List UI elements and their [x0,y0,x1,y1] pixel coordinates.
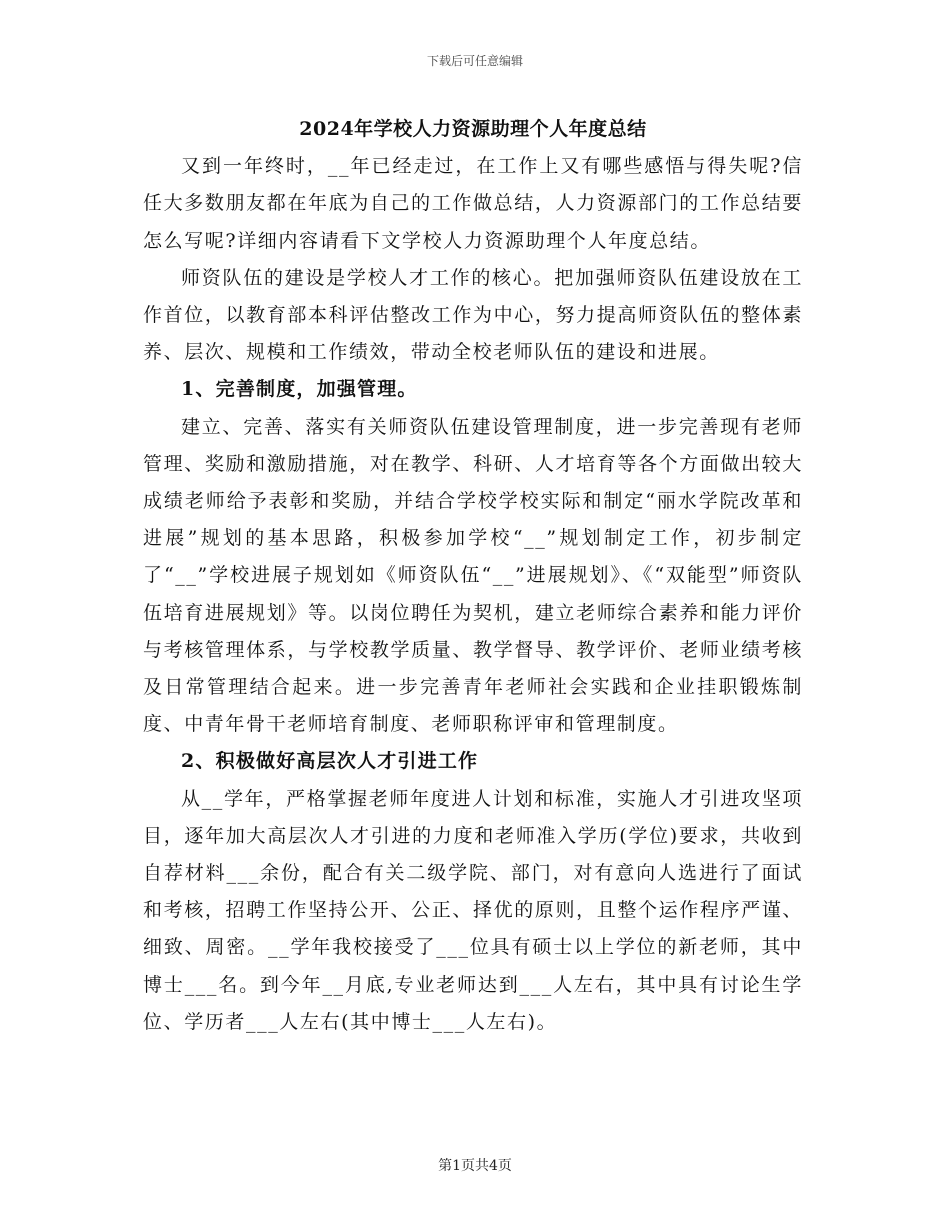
body-paragraph: 师资队伍的建设是学校人才工作的核心。把加强师资队伍建设放在工作首位，以教育部本科评估整改工作为中心，努力提高师资队伍的整体素养、层次、规模和工作绩效，带动全校老师队伍的建设和进展。 [143,266,803,364]
document-title: 2024年学校人力资源助理个人年度总结 [299,118,647,140]
body-paragraph: 从__学年，严格掌握老师年度进人计划和标准，实施人才引进攻坚项目，逐年加大高层次人才引进的力度和老师准入学历(学位)要求，共收到自荐材料___余份，配合有关二级学院、部门，对有意向人选进行了面试和考核，招聘工作坚持公开、公正、择优的原则，且整个运作程序严谨、细致、周密。__学年我校接受了___位具有硕士以上学位的新老师，其中博士___名。到今年__月底,专业老师达到___人左右，其中具有讨论生学位、学历者___人左右(其中博士___人左右)。 [143,787,803,1033]
section-heading: 2、积极做好高层次人才引进工作 [181,750,479,773]
document-body [143,111,803,1041]
body-paragraph: 建立、完善、落实有关师资队伍建设管理制度，进一步完善现有老师管理、奖励和激励措施，对在教学、科研、人才培育等各个方面做出较大成绩老师给予表彰和奖励，并结合学校学校实际和制定“丽水学院改革和进展”规划的基本思路，积极参加学校“__”规划制定工作，初步制定了“__”学校进展子规划如《师资队伍“__”进展规划》、《“双能型”师资队伍培育进展规划》等。以岗位聘任为契机，建立老师综合素养和能力评价与考核管理体系，与学校教学质量、教学督导、教学评价、老师业绩考核及日常管理结合起来。进一步完善青年老师社会实践和企业挂职锻炼制度、中青年骨干老师培育制度、老师职称评审和管理制度。 [143,415,803,736]
header-note: 下载后可任意编辑 [426,54,523,68]
section-heading: 1、完善制度，加强管理。 [181,378,418,401]
page-footer: 第1页共4页 [438,1158,512,1174]
intro-paragraph: 又到一年终时，__年已经走过，在工作上又有哪些感悟与得失呢?信任大多数朋友都在年底为自己的工作做总结，人力资源部门的工作总结要怎么写呢?详细内容请看下文学校人力资源助理个人年度总结。 [143,155,803,252]
